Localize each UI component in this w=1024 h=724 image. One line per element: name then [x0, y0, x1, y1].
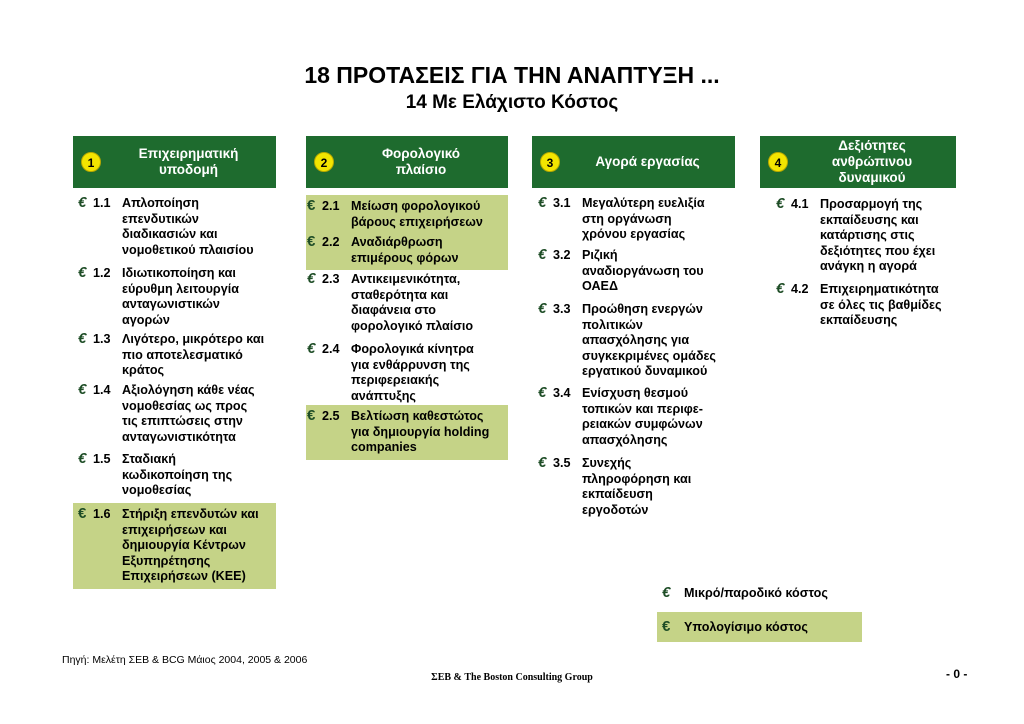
column-title	[107, 146, 270, 178]
proposal-number: 1.2	[93, 266, 111, 280]
proposal-text-line: κράτος	[122, 363, 165, 378]
proposal-text-line: companies	[351, 440, 417, 455]
proposal-text-line: στη οργάνωση	[582, 211, 672, 226]
column-title	[794, 138, 950, 186]
small-cost-icon: €	[307, 340, 316, 357]
proposal-text-line: Αντικειμενικότητα,	[351, 272, 461, 286]
proposal-text-line: νομοθεσίας	[122, 483, 192, 498]
proposal-text-line: Λιγότερο, μικρότερο και	[122, 332, 265, 346]
proposal-text	[582, 196, 705, 243]
proposal-text-line: για ενθάρρυνση της	[351, 357, 470, 372]
small-cost-icon: €	[538, 454, 547, 471]
proposal-text-line: βάρους επιχειρήσεων	[351, 214, 483, 229]
proposal-text	[122, 266, 239, 328]
proposal-text-line: κατάρτισης στις	[820, 228, 915, 243]
proposal-text-line: σταθερότητα και	[351, 287, 449, 302]
proposal-text	[820, 197, 935, 275]
proposal-number: 1.3	[93, 332, 111, 346]
proposal-text-line: πληροφόρηση και	[582, 471, 692, 486]
calculable-cost-icon: €	[662, 618, 671, 635]
proposal-text-line: Σταδιακή	[122, 452, 176, 466]
column-title-line: δυναμικού	[838, 170, 906, 185]
proposal-text-line: κωδικοποίηση της	[122, 467, 233, 482]
proposal-text-line: ανάπτυξης	[351, 388, 416, 403]
proposal-text-line: Μείωση φορολογικού	[351, 199, 481, 213]
calculable-cost-icon: €	[307, 233, 316, 250]
calculable-cost-icon: €	[307, 407, 316, 424]
proposal-text-line: αγορών	[122, 312, 170, 327]
proposal-number: 3.3	[553, 302, 571, 316]
proposal-text	[582, 456, 691, 518]
proposal-text-line: Προώθηση ενεργών	[582, 302, 703, 316]
proposal-text-line: σε όλες τις βαθμίδες	[820, 297, 942, 312]
proposal-text	[351, 235, 459, 266]
proposal-number: 1.4	[93, 383, 111, 397]
proposal-text	[122, 196, 254, 258]
proposal-number: 1.5	[93, 452, 111, 466]
proposal-text-line: περιφερειακής	[351, 373, 440, 388]
proposal-text-line: εκπαίδευση	[582, 487, 653, 502]
small-cost-icon: €	[662, 584, 671, 601]
proposal-text-line: χρόνου εργασίας	[582, 227, 686, 242]
proposal-text	[351, 199, 483, 230]
proposal-text-line: ανάγκη η αγορά	[820, 259, 917, 274]
small-cost-icon: €	[78, 381, 87, 398]
proposal-text-line: ανταγωνιστικότητα	[122, 429, 236, 444]
proposal-number: 3.4	[553, 386, 571, 400]
proposal-text-line: επιμέρους φόρων	[351, 250, 459, 265]
proposal-text-line: Εξυπηρέτησης	[122, 553, 211, 568]
proposal-text-line: διαφάνεια στο	[351, 303, 436, 318]
proposal-text-line: φορολογικό πλαίσιο	[351, 318, 474, 333]
proposal-text-line: Φορολογικά κίνητρα	[351, 342, 474, 356]
proposal-text-line: Αξιολόγηση κάθε νέας	[122, 383, 255, 397]
column-header-2	[306, 136, 508, 188]
proposal-text-line: Προσαρμογή της	[820, 197, 923, 211]
proposal-number: 2.2	[322, 235, 340, 249]
proposal-text-line: δημιουργία Κέντρων	[122, 538, 246, 553]
proposal-text-line: Συνεχής	[582, 456, 632, 470]
column-title-line: πλαίσιο	[395, 162, 447, 177]
small-cost-icon: €	[78, 264, 87, 281]
column-header-1	[73, 136, 276, 188]
column-title-line: ανθρώπινου	[831, 154, 913, 169]
small-cost-icon: €	[538, 300, 547, 317]
small-cost-icon: €	[776, 280, 785, 297]
proposal-text-line: Επιχειρήσεων (ΚΕΕ)	[122, 569, 246, 584]
small-cost-icon: €	[776, 195, 785, 212]
proposal-number: 4.2	[791, 282, 809, 296]
proposal-text	[122, 507, 259, 585]
proposal-text-line: απασχόλησης για	[582, 333, 690, 348]
proposal-text-line: Βελτίωση καθεστώτος	[351, 409, 484, 423]
proposal-number: 1.6	[93, 507, 111, 521]
proposal-text-line: επιχειρήσεων και	[122, 522, 227, 537]
calculable-cost-icon: €	[78, 505, 87, 522]
small-cost-icon: €	[538, 246, 547, 263]
proposal-text-line: εύρυθμη λειτουργία	[122, 281, 239, 296]
proposal-text-line: τοπικών και περιφε-	[582, 401, 703, 416]
proposal-text-line: ανταγωνιστικών	[122, 297, 220, 312]
proposal-number: 4.1	[791, 197, 809, 211]
proposal-text	[582, 248, 704, 295]
proposal-text-line: Ενίσχυση θεσμού	[582, 386, 689, 400]
small-cost-icon: €	[78, 450, 87, 467]
proposal-text	[351, 342, 474, 404]
proposal-text-line: ΟΑΕΔ	[582, 279, 619, 294]
proposal-text	[820, 282, 942, 329]
proposal-text-line: απασχόλησης	[582, 432, 668, 447]
proposal-text-line: Απλοποίηση	[122, 196, 199, 210]
page-subtitle: 14 Με Ελάχιστο Κόστος	[405, 92, 619, 113]
column-header-4	[760, 136, 956, 188]
proposal-text	[582, 386, 703, 448]
small-cost-icon: €	[78, 194, 87, 211]
proposal-text	[122, 383, 255, 445]
source-note: Πηγή: Μελέτη ΣΕΒ & BCG Μάιος 2004, 2005 & 2006	[62, 654, 308, 666]
proposal-text-line: για δημιουργία holding	[351, 424, 490, 439]
proposal-text-line: Ιδιωτικοποίηση και	[122, 266, 236, 280]
proposal-text-line: Μεγαλύτερη ευελιξία	[582, 196, 705, 210]
proposal-text	[122, 332, 264, 379]
proposal-text-line: εκπαίδευσης	[820, 313, 898, 328]
proposal-number: 3.5	[553, 456, 571, 470]
proposal-number: 2.5	[322, 409, 340, 423]
small-cost-icon: €	[538, 384, 547, 401]
small-cost-icon: €	[538, 194, 547, 211]
column-number-badge: 2	[314, 152, 334, 172]
column-number-badge: 4	[768, 152, 788, 172]
column-title	[340, 146, 502, 178]
legend-calculable-cost-label: Υπολογίσιμο κόστος	[684, 620, 808, 634]
page-title: 18 ΠΡΟΤΑΣΕΙΣ ΓΙΑ ΤΗΝ ΑΝΑΠΤΥΞΗ ...	[304, 62, 720, 88]
proposal-text-line: Στήριξη επενδυτών και	[122, 507, 259, 521]
column-header-3	[532, 136, 735, 188]
proposal-text-line: πιο αποτελεσματικό	[122, 347, 243, 362]
proposal-text-line: πολιτικών	[582, 317, 643, 332]
proposal-text-line: δεξιότητες που έχει	[820, 243, 936, 258]
proposal-text-line: αναδιοργάνωση του	[582, 263, 704, 278]
proposal-text-line: Ριζική	[582, 248, 618, 262]
proposal-text-line: εκπαίδευσης και	[820, 212, 919, 227]
proposal-text-line: εργατικού δυναμικού	[582, 364, 708, 379]
brand-footer: ΣΕΒ & The Boston Consulting Group	[431, 672, 593, 683]
proposal-number: 2.1	[322, 199, 340, 213]
column-title-line: Δεξιότητες	[838, 138, 906, 153]
proposal-text	[351, 272, 473, 334]
page-number: - 0 -	[946, 667, 968, 681]
proposal-text-line: εργοδοτών	[582, 502, 649, 517]
proposal-text-line: Επιχειρηματικότητα	[820, 282, 939, 296]
column-number-badge: 3	[540, 152, 560, 172]
column-title-line: υποδομή	[158, 162, 218, 177]
proposal-text-line: νομοθετικού πλαισίου	[122, 242, 254, 257]
proposal-number: 1.1	[93, 196, 111, 210]
proposal-text-line: συγκεκριμένες ομάδες	[582, 348, 716, 363]
calculable-cost-icon: €	[307, 197, 316, 214]
proposal-text	[351, 409, 489, 456]
small-cost-icon: €	[307, 270, 316, 287]
proposal-number: 2.3	[322, 272, 340, 286]
proposal-text-line: τις επιπτώσεις στην	[122, 414, 243, 429]
column-title-line: Φορολογικό	[381, 146, 461, 161]
proposal-number: 3.2	[553, 248, 571, 262]
proposal-text	[582, 302, 716, 380]
proposal-text-line: νομοθεσίας ως προς	[122, 398, 248, 413]
proposal-number: 2.4	[322, 342, 340, 356]
proposal-text-line: διαδικασιών και	[122, 227, 218, 242]
proposal-text	[122, 452, 232, 499]
column-title-line: Επιχειρηματική	[138, 146, 239, 161]
proposal-number: 3.1	[553, 196, 571, 210]
proposal-text-line: επενδυτικών	[122, 211, 199, 226]
legend-small-cost-label: Μικρό/παροδικό κόστος	[684, 586, 828, 600]
proposal-text-line: ρειακών συμφώνων	[582, 417, 703, 432]
column-title	[566, 154, 729, 170]
small-cost-icon: €	[78, 330, 87, 347]
column-number-badge: 1	[81, 152, 101, 172]
column-title-line: Αγορά εργασίας	[595, 154, 700, 169]
proposal-text-line: Αναδιάρθρωση	[351, 235, 443, 249]
